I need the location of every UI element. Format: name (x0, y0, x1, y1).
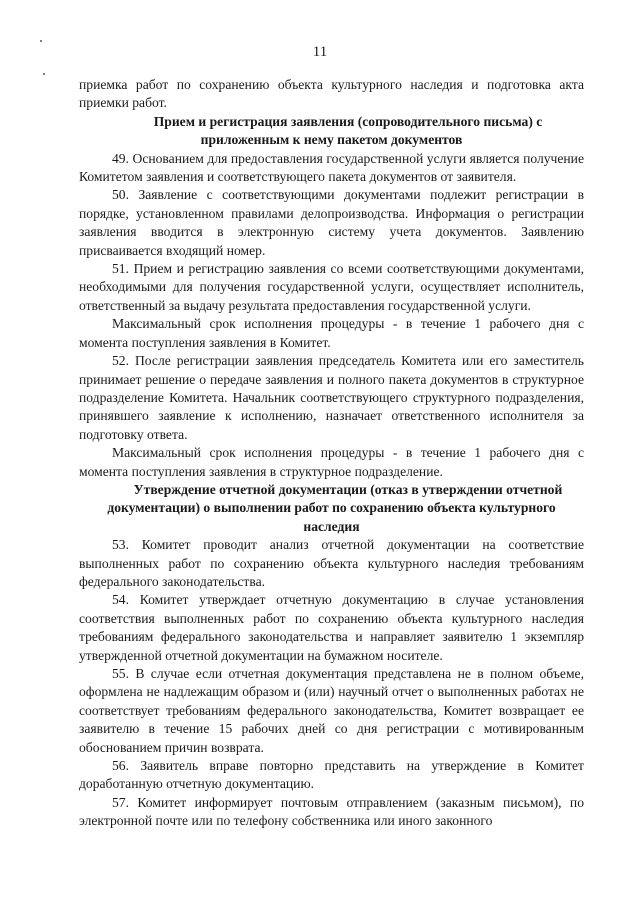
scan-speck (43, 73, 45, 75)
section-heading: Утверждение отчетной документации (отказ в утверждении отчетной документации) о выполнении работ по сохранению объекта культурного наследия (107, 481, 563, 534)
paragraph: 57. Комитет информирует почтовым отправлением (заказным письмом), по электронной почте или по телефону собственника или иного законного (79, 794, 584, 829)
page-number: 11 (312, 44, 328, 60)
paragraph: 55. В случае если отчетная документация представлена не в полном объеме, оформлена не надлежащим образом и (или) научный отчет о выполненных работах не соответствует требованиям федерального законодательства, Комитет возвращает ее заявителю в течение 15 рабочих дней со дня регистрации с мотивированным обоснованием причин возврата. (79, 666, 584, 755)
paragraph: 54. Комитет утверждает отчетную документацию в случае установления соответствия выполненных работ по сохранению объекта культурного наследия требованиям федерального законодательства и направляет заявителю 1 экземпляр утвержденной отчетной документации на бумажном носителе. (79, 592, 584, 663)
scan-speck (40, 40, 42, 42)
section-heading: Прием и регистрация заявления (сопроводительного письма) с приложенным к нему пакетом документов (153, 113, 543, 148)
paragraph: приемка работ по сохранению объекта культурного наследия и подготовка акта приемки работ. (79, 77, 584, 111)
paragraph: 51. Прием и регистрацию заявления со всеми соответствующими документами, необходимыми для получения государственной услуги, осуществляет исполнитель, ответственный за выдачу результата предоставления государственной услуги. (79, 261, 584, 313)
document-body (79, 76, 584, 831)
paragraph: 50. Заявление с соответствующими документами подлежит регистрации в порядке, установленном правилами делопроизводства. Информация о регистрации заявления вводится в электронную систему учета документов. Заявлению присваивается входящий номер. (79, 187, 584, 258)
paragraph: 49. Основанием для предоставления государственной услуги является получение Комитетом заявления и соответствующего пакета документов от заявителя. (79, 150, 584, 185)
paragraph: 53. Комитет проводит анализ отчетной документации на соответствие выполненных работ по сохранению объекта культурного наследия требованиям федерального законодательства. (79, 537, 584, 589)
paragraph: Максимальный срок исполнения процедуры - в течение 1 рабочего дня с момента поступления заявления в Комитет. (79, 316, 584, 350)
paragraph: 52. После регистрации заявления председатель Комитета или его заместитель принимает решение о передаче заявления и полного пакета документов в структурное подразделение Комитета. Начальник соответствующего структурного подразделения, принявшего заявление к исполнению, назначает ответственного исполнителя за подготовку ответа. (79, 353, 584, 442)
paragraph: 56. Заявитель вправе повторно представить на утверждение в Комитет доработанную отчетную документацию. (79, 758, 584, 792)
paragraph: Максимальный срок исполнения процедуры - в течение 1 рабочего дня с момента поступления заявления в структурное подразделение. (79, 445, 584, 479)
